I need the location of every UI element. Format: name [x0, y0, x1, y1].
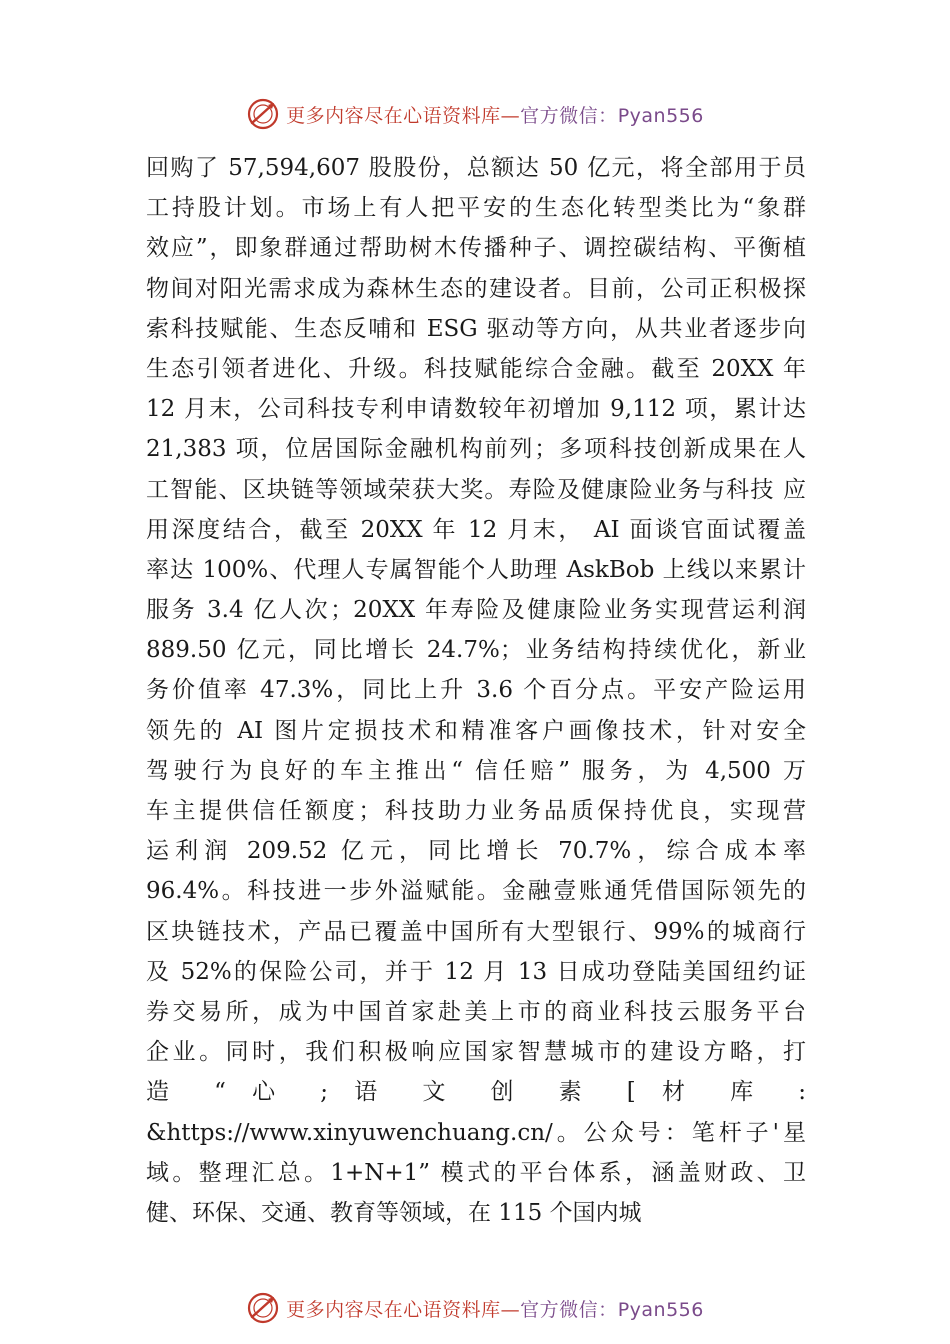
banner-wechat-id: Pyan556 [617, 1298, 704, 1321]
seal-logo-icon [246, 1291, 280, 1325]
seal-logo-icon [246, 97, 280, 131]
text-line: 工智能、区块链等领域荣获大奖。寿险及健康险业务与科技 应 [146, 476, 806, 503]
text-line: 及 52%的保险公司，并于 12 月 13 日成功登陆美国纽约证 [146, 958, 806, 985]
text-line: 务价值率 47.3%，同比上升 3.6 个百分点。平安产险运用 [146, 677, 806, 704]
header-watermark-banner [0, 94, 950, 134]
text-line: 运利润 209.52 亿元，同比增长 70.7%，综合成本率 [146, 838, 806, 865]
text-line: 域。整理汇总。1+N+1” 模式的平台体系，涵盖财政、卫 [146, 1159, 806, 1186]
text-line: 率达 100%、代理人专属智能个人助理 AskBob 上线以来累计 [146, 556, 806, 583]
text-line: 索科技赋能、生态反哺和 ESG 驱动等方向，从共业者逐步向 [146, 315, 806, 342]
banner-text [286, 101, 704, 128]
text-line: 健、环保、交通、教育等领域，在 115 个国内城 [146, 1199, 642, 1226]
text-line: 驾驶行为良好的车主推出“ 信任赔” 服务，为 4,500 万 [146, 757, 806, 784]
banner-wechat-id: Pyan556 [617, 104, 704, 127]
banner-wechat-label: 官方微信： [520, 1298, 618, 1321]
text-line: 券交易所，成为中国首家赴美上市的商业科技云服务平台 [146, 998, 806, 1025]
banner-library-text: 更多内容尽在心语资料库— [286, 1298, 521, 1321]
text-line: 889.50 亿元，同比增长 24.7%；业务结构持续优化，新业 [146, 637, 806, 664]
text-line: 效应”，即象群通过帮助树木传播种子、调控碳结构、平衡植 [146, 235, 806, 262]
text-line: 12 月末，公司科技专利申请数较年初增加 9,112 项，累计达 [146, 396, 806, 423]
body-text [146, 148, 806, 1233]
text-line: 生态引领者进化、升级。科技赋能综合金融。截至 20XX 年 [146, 355, 806, 382]
text-line: 工持股计划。市场上有人把平安的生态化转型类比为“象群 [146, 195, 806, 222]
text-line: 21,383 项，位居国际金融机构前列；多项科技创新成果在人 [146, 436, 806, 463]
banner-text [286, 1295, 704, 1322]
text-line: 领先的 AI 图片定损技术和精准客户画像技术，针对安全 [146, 717, 806, 744]
text-line: 回购了 57,594,607 股股份，总额达 50 亿元，将全部用于员 [146, 155, 806, 181]
text-line: 车主提供信任额度；科技助力业务品质保持优良，实现营 [146, 798, 806, 824]
text-line: 服务 3.4 亿人次；20XX 年寿险及健康险业务实现营运利润 [146, 597, 806, 624]
banner-library-text: 更多内容尽在心语资料库— [286, 104, 521, 127]
text-line: 用深度结合，截至 20XX 年 12 月末， AI 面谈官面试覆盖 [146, 516, 806, 543]
banner-wechat-label: 官方微信： [520, 104, 618, 127]
text-line: 区块链技术，产品已覆盖中国所有大型银行、99%的城商行 [146, 918, 806, 945]
text-line: &https://www.xinyuwenchuang.cn/。公众号：笔杆子'星 [146, 1119, 806, 1146]
text-line: 96.4%。科技进一步外溢赋能。金融壹账通凭借国际领先的 [146, 878, 806, 905]
footer-watermark-banner [0, 1288, 950, 1328]
text-line: 物间对阳光需求成为森林生态的建设者。目前，公司正积极探 [146, 275, 806, 302]
text-line: 企业。同时，我们积极响应国家智慧城市的建设方略，打 [146, 1039, 806, 1066]
text-line: 造 “ 心 ; 语 文 创 素 [ 材 库 : [146, 1079, 806, 1106]
